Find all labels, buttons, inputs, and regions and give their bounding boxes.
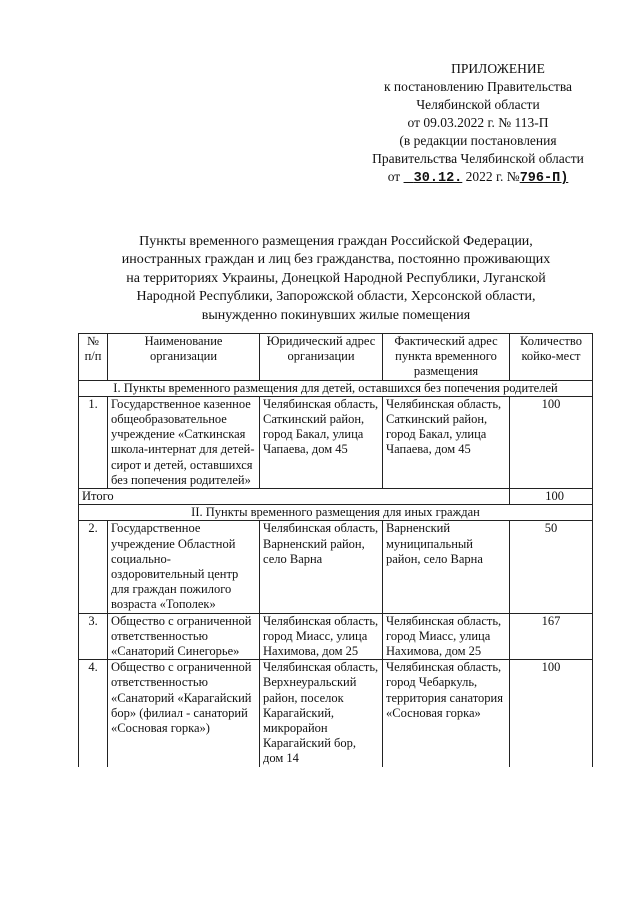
total-label: Итого (79, 489, 510, 505)
row-actual-address: Челябинская область, город Миасс, улица Нахимова, дом 25 (383, 613, 510, 660)
row-legal-address: Челябинская область, Верхнеуральский район, поселок Карагайский, микрорайон Карагайский бор, дом 14 (260, 660, 383, 767)
section-2-title: II. Пункты временного размещения для иных граждан (79, 505, 593, 521)
row-actual-address: Варненский муниципальный район, село Варна (383, 521, 510, 613)
row-legal-address: Челябинская область, Варненский район, село Варна (260, 521, 383, 613)
date-underline-left (404, 169, 463, 184)
section-1-title: I. Пункты временного размещения для детей, оставшихся без попечения родителей (79, 380, 593, 396)
appendix-line-5: Правительства Челябинской области (372, 151, 584, 166)
row-num: 3. (79, 613, 108, 660)
row-num: 4. (79, 660, 108, 767)
section-row (79, 505, 593, 521)
date-prefix: от (387, 169, 401, 184)
row-legal-address: Челябинская область, город Миасс, улица Нахимова, дом 25 (260, 613, 383, 660)
row-count: 100 (510, 660, 593, 767)
total-row (79, 489, 593, 505)
table-row (79, 613, 593, 660)
document-title (86, 233, 586, 325)
row-name: Государственное учреждение Областной социально-оздоровительный центр для граждан пожилого возраста «Тополек» (108, 521, 260, 613)
appendix-line-3: от 09.03.2022 г. № 113-П (407, 115, 549, 130)
header-legal-address: Юридический адрес организации (260, 334, 383, 381)
row-legal-address: Челябинская область, Саткинский район, город Бакал, улица Чапаева, дом 45 (260, 396, 383, 488)
title-line-4: Народной Республики, Запорожской области, Херсонской области, (136, 289, 536, 305)
row-count: 167 (510, 613, 593, 660)
date-value: 30.12. (413, 171, 463, 186)
header-num: № п/п (79, 334, 108, 381)
date-year: 2022 г. № (465, 169, 520, 184)
row-name: Общество с ограниченной ответственностью «Санаторий Синегорье» (108, 613, 260, 660)
title-line-5: вынужденно покинувших жилые помещения (201, 307, 471, 323)
table-row (79, 521, 593, 613)
row-name: Государственное казенное общеобразовательное учреждение «Саткинская школа-интернат для детей-сирот и детей, оставшихся без попечения родителей» (108, 396, 260, 488)
row-num: 2. (79, 521, 108, 613)
table-header-row (79, 334, 593, 381)
table-row (79, 396, 593, 488)
header-actual-address: Фактический адрес пункта временного размещения (383, 334, 510, 381)
appendix-date-line (330, 168, 626, 188)
shelters-table (78, 333, 593, 767)
appendix-line-2: Челябинской области (416, 97, 540, 112)
appendix-line-4: (в редакции постановления (399, 133, 557, 148)
row-count: 50 (510, 521, 593, 613)
header-count: Количество койко-мест (510, 334, 593, 381)
row-name: Общество с ограниченной ответственностью «Санаторий «Карагайский бор» (филиал - санаторий «Сосновая горка») (108, 660, 260, 767)
row-actual-address: Челябинская область, Саткинский район, город Бакал, улица Чапаева, дом 45 (383, 396, 510, 488)
table-row (79, 660, 593, 767)
title-line-2: иностранных граждан и лиц без гражданства, постоянно проживающих (121, 252, 551, 268)
total-value: 100 (510, 489, 593, 505)
header-name: Наименование организации (108, 334, 260, 381)
section-row (79, 380, 593, 396)
row-num: 1. (79, 396, 108, 488)
appendix-title: ПРИЛОЖЕНИЕ (451, 61, 545, 76)
row-actual-address: Челябинская область, город Чебаркуль, территория санатория «Сосновая горка» (383, 660, 510, 767)
title-line-1: Пункты временного размещения граждан Российской Федерации, (139, 234, 533, 249)
appendix-line-1: к постановлению Правительства (383, 79, 573, 94)
appendix-header (330, 60, 626, 188)
doc-number: 796-П) (519, 171, 569, 186)
row-count: 100 (510, 396, 593, 488)
title-line-3: на территориях Украины, Донецкой Народной Республики, Луганской (126, 270, 546, 286)
